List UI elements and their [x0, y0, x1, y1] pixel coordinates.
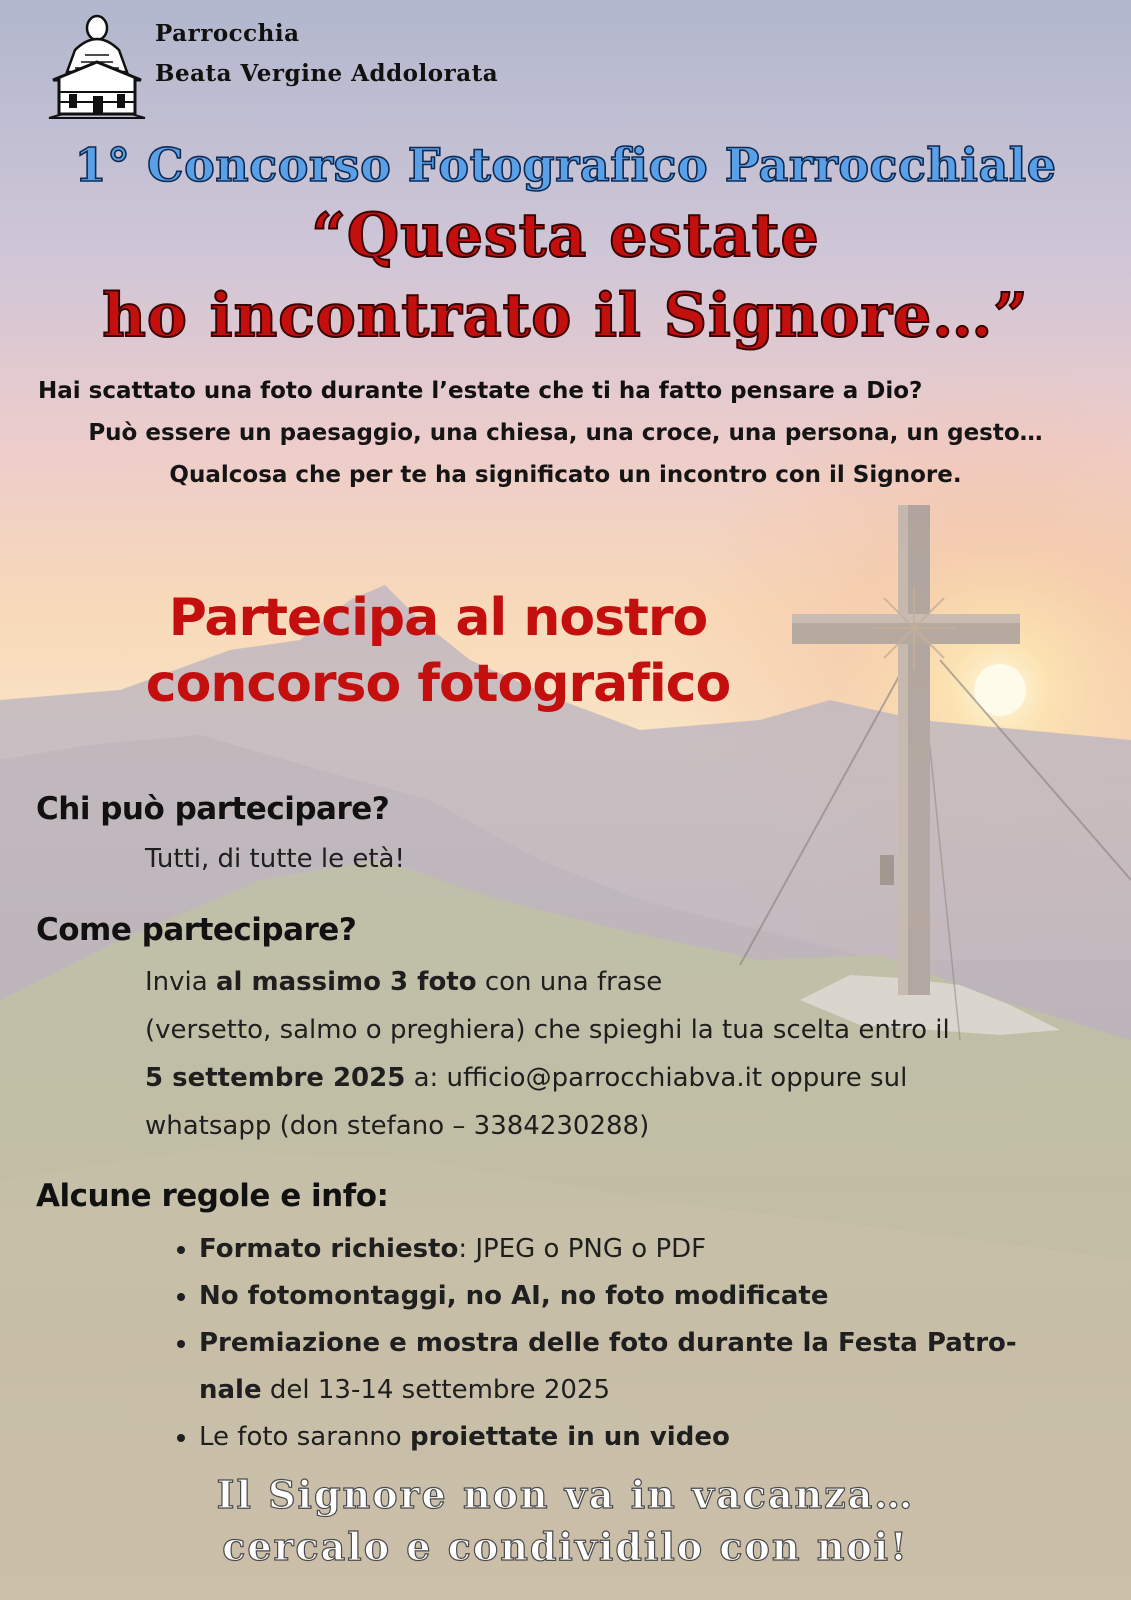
- rule-no-edits-text: No fotomontaggi, no AI, no foto modificate: [199, 1281, 829, 1311]
- how-heading: Come partecipare?: [36, 912, 357, 948]
- rule-award: [199, 1320, 1099, 1414]
- rule-format: [199, 1226, 1099, 1273]
- intro-question: Hai scattato una foto durante l’estate che ti ha fatto pensare a Dio?: [38, 378, 923, 404]
- closing-line1: Il Signore non va in vacanza…: [216, 1472, 915, 1517]
- rule-award-bold-end: nale: [199, 1375, 262, 1405]
- deadline-date: 5 settembre 2025: [145, 1063, 406, 1093]
- how-line3: [145, 1054, 907, 1102]
- how-line2: (versetto, salmo o preghiera) che spieghi la tua scelta entro il: [145, 1015, 950, 1045]
- closing-line2: cercalo e condividilo con noi!: [222, 1524, 909, 1569]
- rule-format-label: Formato richiesto: [199, 1234, 459, 1264]
- rules-heading: Alcune regole e info:: [36, 1178, 389, 1214]
- contest-title: 1° Concorso Fotografico Parrocchiale: [74, 138, 1057, 192]
- parish-name-line2: Beata Vergine Addolorata: [155, 60, 499, 87]
- rule-video-bold: proiettate in un video: [409, 1422, 730, 1452]
- intro-examples: Può essere un paesaggio, una chiesa, una croce, una persona, un gesto…: [88, 420, 1043, 446]
- rules-list: [145, 1226, 1099, 1461]
- rule-no-edits: [199, 1273, 1099, 1320]
- how-line1-text-end: con una frase: [476, 967, 663, 997]
- rule-award-bold: Premiazione e mostra delle foto durante la Festa Patro: [199, 1328, 1006, 1358]
- rule-format-text: : JPEG o PNG o PDF: [458, 1234, 707, 1264]
- who-heading: Chi può partecipare?: [36, 791, 390, 827]
- theme-title-line2: ho incontrato il Signore…”: [102, 281, 1029, 351]
- cta-line2: concorso fotografico: [145, 654, 731, 714]
- how-line1: [145, 958, 662, 1006]
- intro-meaning: Qualcosa che per te ha significato un incontro con il Signore.: [169, 462, 962, 488]
- madonna-church-logo: [45, 10, 149, 120]
- how-line4: whatsapp (don stefano – 3384230288): [145, 1111, 650, 1141]
- how-line1-bold: al massimo 3 foto: [215, 967, 477, 997]
- who-answer: Tutti, di tutte le età!: [145, 844, 405, 874]
- rule-award-hyphen: -: [1005, 1328, 1017, 1358]
- how-line3-text: a: ufficio@parrocchiabva.it oppure sul: [405, 1063, 908, 1093]
- how-line1-text: Invia: [145, 967, 216, 997]
- cta-line1: Partecipa al nostro: [168, 588, 708, 648]
- theme-title-line1: “Questa estate: [311, 201, 820, 271]
- rule-video-text: Le foto saranno: [199, 1422, 410, 1452]
- rule-video: [199, 1414, 1099, 1461]
- parish-name-line1: Parrocchia: [155, 20, 300, 47]
- rule-award-dates: del 13-14 settembre 2025: [261, 1375, 610, 1405]
